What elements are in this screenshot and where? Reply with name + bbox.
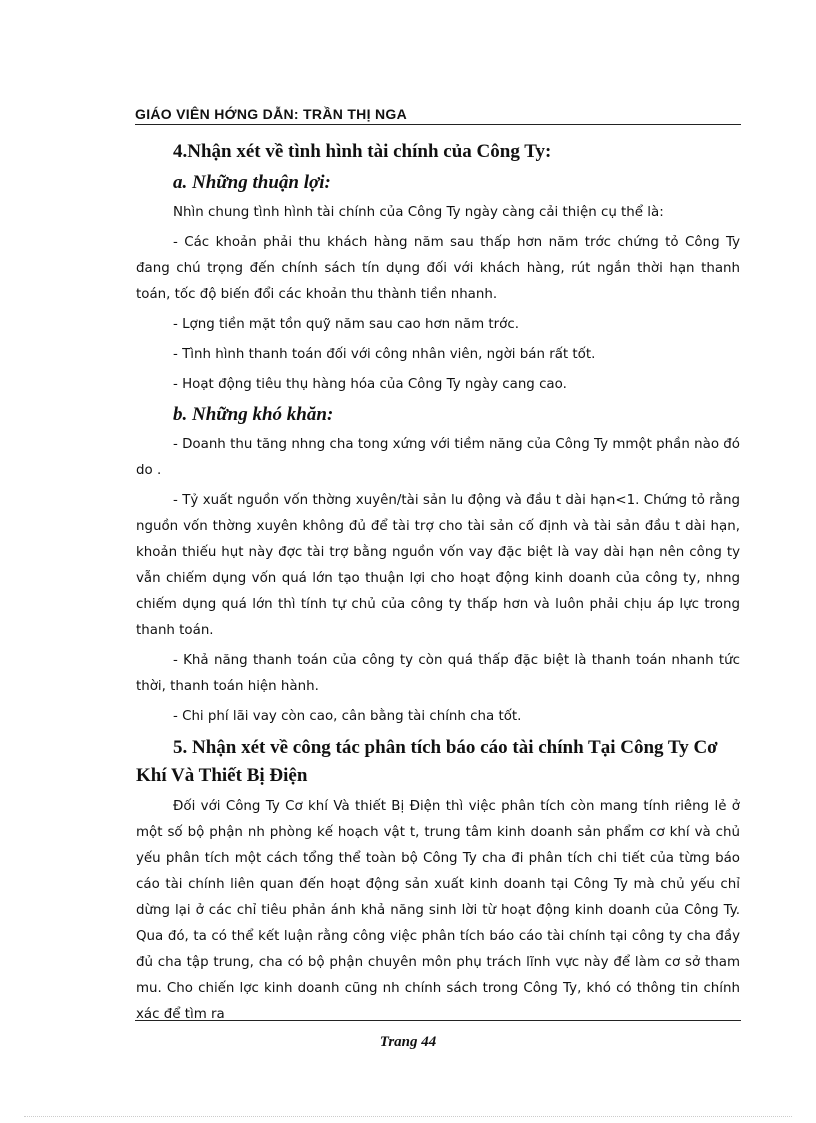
paragraph: Đối với Công Ty Cơ khí Và thiết Bị Điện thì việc phân tích còn mang tính riêng lẻ ở một số bộ phận nh phòng kế hoạch vật t, trung tâm kinh doanh sản phẩm cơ khí và chủ yếu phân tích một cách tổng thể toàn bộ Công Ty cha đi phân tích chi tiết của từng báo cáo tài chính liên quan đến hoạt động sản xuất kinh doanh tại Công Ty mà chủ yếu chỉ dừng lại ở các chỉ tiêu phản ánh khả năng sinh lời từ hoạt động kinh doanh của Công Ty. Qua đó, ta có thể kết luận rằng công việc phân tích báo cáo tài chính tại công ty cha đầy đủ cha tập trung, cha có bộ phận chuyên môn phụ trách lĩnh vực này để làm cơ sở tham mu. Cho chiến lợc kinh doanh cũng nh chính sách trong Công Ty, khó có thông tin chính xác để tìm ra	[136, 799, 740, 1022]
paragraph: - Tỷ xuất nguồn vốn thờng xuyên/tài sản lu động và đầu t dài hạn<1. Chứng tỏ rằng nguồn vốn thờng xuyên không đủ để tài trợ cho tài sản cố định và tài sản đầu t dài hạn, khoản thiếu hụt này đợc tài trợ bằng nguồn vốn vay đặc biệt là vay dài hạn nên công ty vẫn chiếm dụng vốn quá lớn tạo thuận lợi cho hoạt động kinh doanh của công ty, nhng chiếm dụng quá lớn thì tính tự chủ của công ty thấp hơn và luôn phải chịu áp lực trong thanh toán.	[136, 493, 740, 638]
paragraph: - Khả năng thanh toán của công ty còn quá thấp đặc biệt là thanh toán nhanh tức thời, thanh toán hiện hành.	[136, 653, 740, 694]
paragraph: - Chi phí lãi vay còn cao, cân bằng tài chính cha tốt.	[173, 709, 522, 724]
subsection-b-heading: b. Những khó khăn:	[173, 404, 334, 425]
paragraph: - Doanh thu tăng nhng cha tong xứng với tiềm năng của Công Ty mmột phần nào đó do .	[136, 437, 740, 478]
page-header: GIÁO VIÊN HỚNG DẪN: TRẦN THỊ NGA	[135, 106, 741, 125]
paragraph: Nhìn chung tình hình tài chính của Công Ty ngày càng cải thiện cụ thể là:	[173, 205, 664, 220]
paragraph: - Hoạt động tiêu thụ hàng hóa của Công Ty ngày cang cao.	[173, 377, 567, 392]
footer-divider	[135, 1020, 741, 1021]
subsection-a-heading: a. Những thuận lợi:	[173, 172, 331, 193]
section-4-heading: 4.Nhận xét về tình hình tài chính của Công Ty:	[173, 141, 552, 162]
page-bottom-border	[24, 1116, 792, 1117]
paragraph: - Lợng tiền mặt tồn quỹ năm sau cao hơn năm trớc.	[173, 317, 519, 332]
paragraph: - Tình hình thanh toán đối với công nhân viên, ngời bán rất tốt.	[173, 347, 596, 362]
section-5-heading: 5. Nhận xét về công tác phân tích báo cáo tài chính Tại Công Ty Cơ Khí Và Thiết Bị Điện	[136, 737, 718, 786]
paragraph: - Các khoản phải thu khách hàng năm sau thấp hơn năm trớc chứng tỏ Công Ty đang chú trọng đến chính sách tín dụng đối với khách hàng, rút ngắn thời hạn thanh toán, tốc độ biến đổi các khoản thu thành tiền nhanh.	[136, 235, 740, 302]
page-content	[136, 138, 740, 1032]
page-number: Trang 44	[379, 1034, 437, 1050]
